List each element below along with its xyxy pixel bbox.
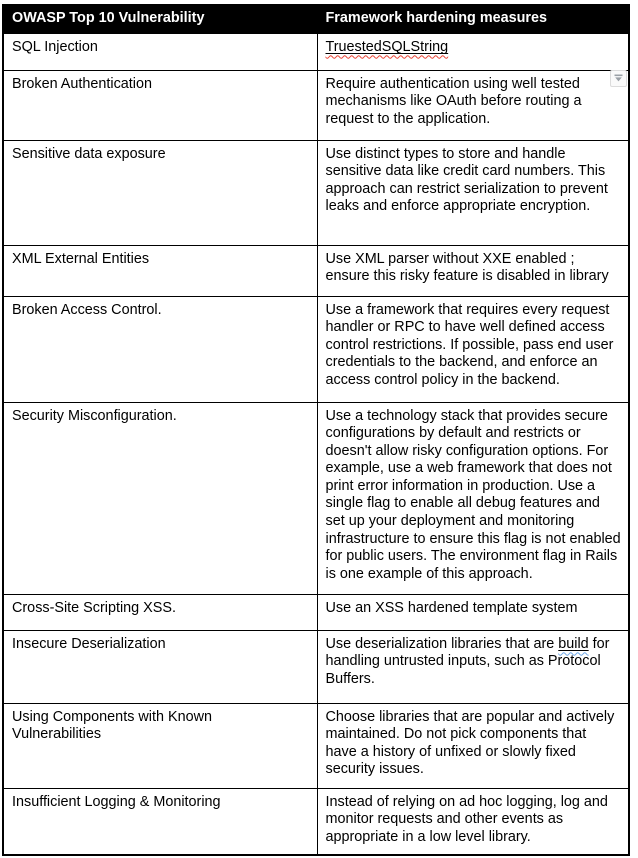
misspelled-text: [326, 39, 449, 55]
table-row: [3, 245, 629, 296]
measure-text: for handling untrusted inputs, such as Protocol Buffers.: [325, 635, 610, 687]
vulnerability-cell[interactable]: Insecure Deserialization: [3, 630, 317, 703]
measure-cell[interactable]: [317, 630, 629, 703]
measure-text: Use a framework that requires every request handler or RPC to have well defined access control restrictions. If possible, pass end user credentials to the backend, and enforce an access control policy in the backend.: [325, 301, 614, 388]
measure-text: Choose libraries that are popular and actively maintained. Do not pick components that have a history of unfixed or slowly fixed security issues.: [325, 708, 615, 778]
measure-cell[interactable]: [317, 703, 629, 788]
grammar-squiggle: build: [558, 635, 589, 652]
measure-cell[interactable]: [317, 70, 629, 140]
table-row: [3, 402, 629, 594]
vulnerability-cell[interactable]: Security Misconfiguration.: [3, 402, 317, 594]
measure-cell[interactable]: [317, 245, 629, 296]
column-header-measures[interactable]: Framework hardening measures: [317, 5, 629, 33]
vulnerability-table: [2, 4, 630, 856]
table-row: [3, 70, 629, 140]
measure-text: Use a technology stack that provides secure configurations by default and restricts or doesn't allow risky configuration options. For example, use a web framework that does not print error information in production. Use a single flag to enable all debug features and set up your deployment and monitoring infrastructure to ensure this flag is not enabled for public users. The environment flag in Rails is one example of this approach.: [325, 407, 621, 582]
measure-cell[interactable]: [317, 594, 629, 630]
vulnerability-cell[interactable]: Using Components with Known Vulnerabilities: [3, 703, 317, 788]
measure-cell[interactable]: [317, 140, 629, 245]
measure-text: Use XML parser without XXE enabled ; ensure this risky feature is disabled in library: [325, 250, 609, 285]
grammar-flagged-text: [558, 636, 588, 652]
vulnerability-cell[interactable]: SQL Injection: [3, 33, 317, 70]
measure-cell[interactable]: [317, 296, 629, 402]
vulnerability-cell[interactable]: Broken Authentication: [3, 70, 317, 140]
measure-text: Use an XSS hardened template system: [325, 599, 578, 616]
vulnerability-cell[interactable]: Sensitive data exposure: [3, 140, 317, 245]
measure-text: Require authentication using well tested mechanisms like OAuth before routing a request to the application.: [325, 75, 582, 127]
table-row: [3, 703, 629, 788]
measure-cell[interactable]: [317, 33, 629, 70]
measure-text: Use distinct types to store and handle sensitive data like credit card numbers. This approach can restrict serialization to prevent leaks and enforce appropriate encryption.: [325, 145, 608, 215]
table-row: [3, 788, 629, 855]
table-row: [3, 296, 629, 402]
measure-cell[interactable]: [317, 788, 629, 855]
table-row: [3, 140, 629, 245]
measure-text: Instead of relying on ad hoc logging, log and monitor requests and other events as appropriate in a low level library.: [325, 793, 608, 845]
vulnerability-cell[interactable]: Broken Access Control.: [3, 296, 317, 402]
vulnerability-cell[interactable]: Insufficient Logging & Monitoring: [3, 788, 317, 855]
column-header-vulnerability[interactable]: OWASP Top 10 Vulnerability: [3, 5, 317, 33]
table-row: [3, 594, 629, 630]
measure-cell[interactable]: [317, 402, 629, 594]
table-row: [3, 33, 629, 70]
measure-text: Use deserialization libraries that are: [325, 635, 559, 652]
spellcheck-squiggle: TruestedSQLString: [325, 38, 449, 55]
table-header-row: [3, 5, 629, 33]
bar-triangle-down-glyph: [614, 74, 623, 83]
vulnerability-cell[interactable]: Cross-Site Scripting XSS.: [3, 594, 317, 630]
vulnerability-cell[interactable]: XML External Entities: [3, 245, 317, 296]
comment-collapse-icon[interactable]: [610, 70, 627, 87]
table-row: [3, 630, 629, 703]
